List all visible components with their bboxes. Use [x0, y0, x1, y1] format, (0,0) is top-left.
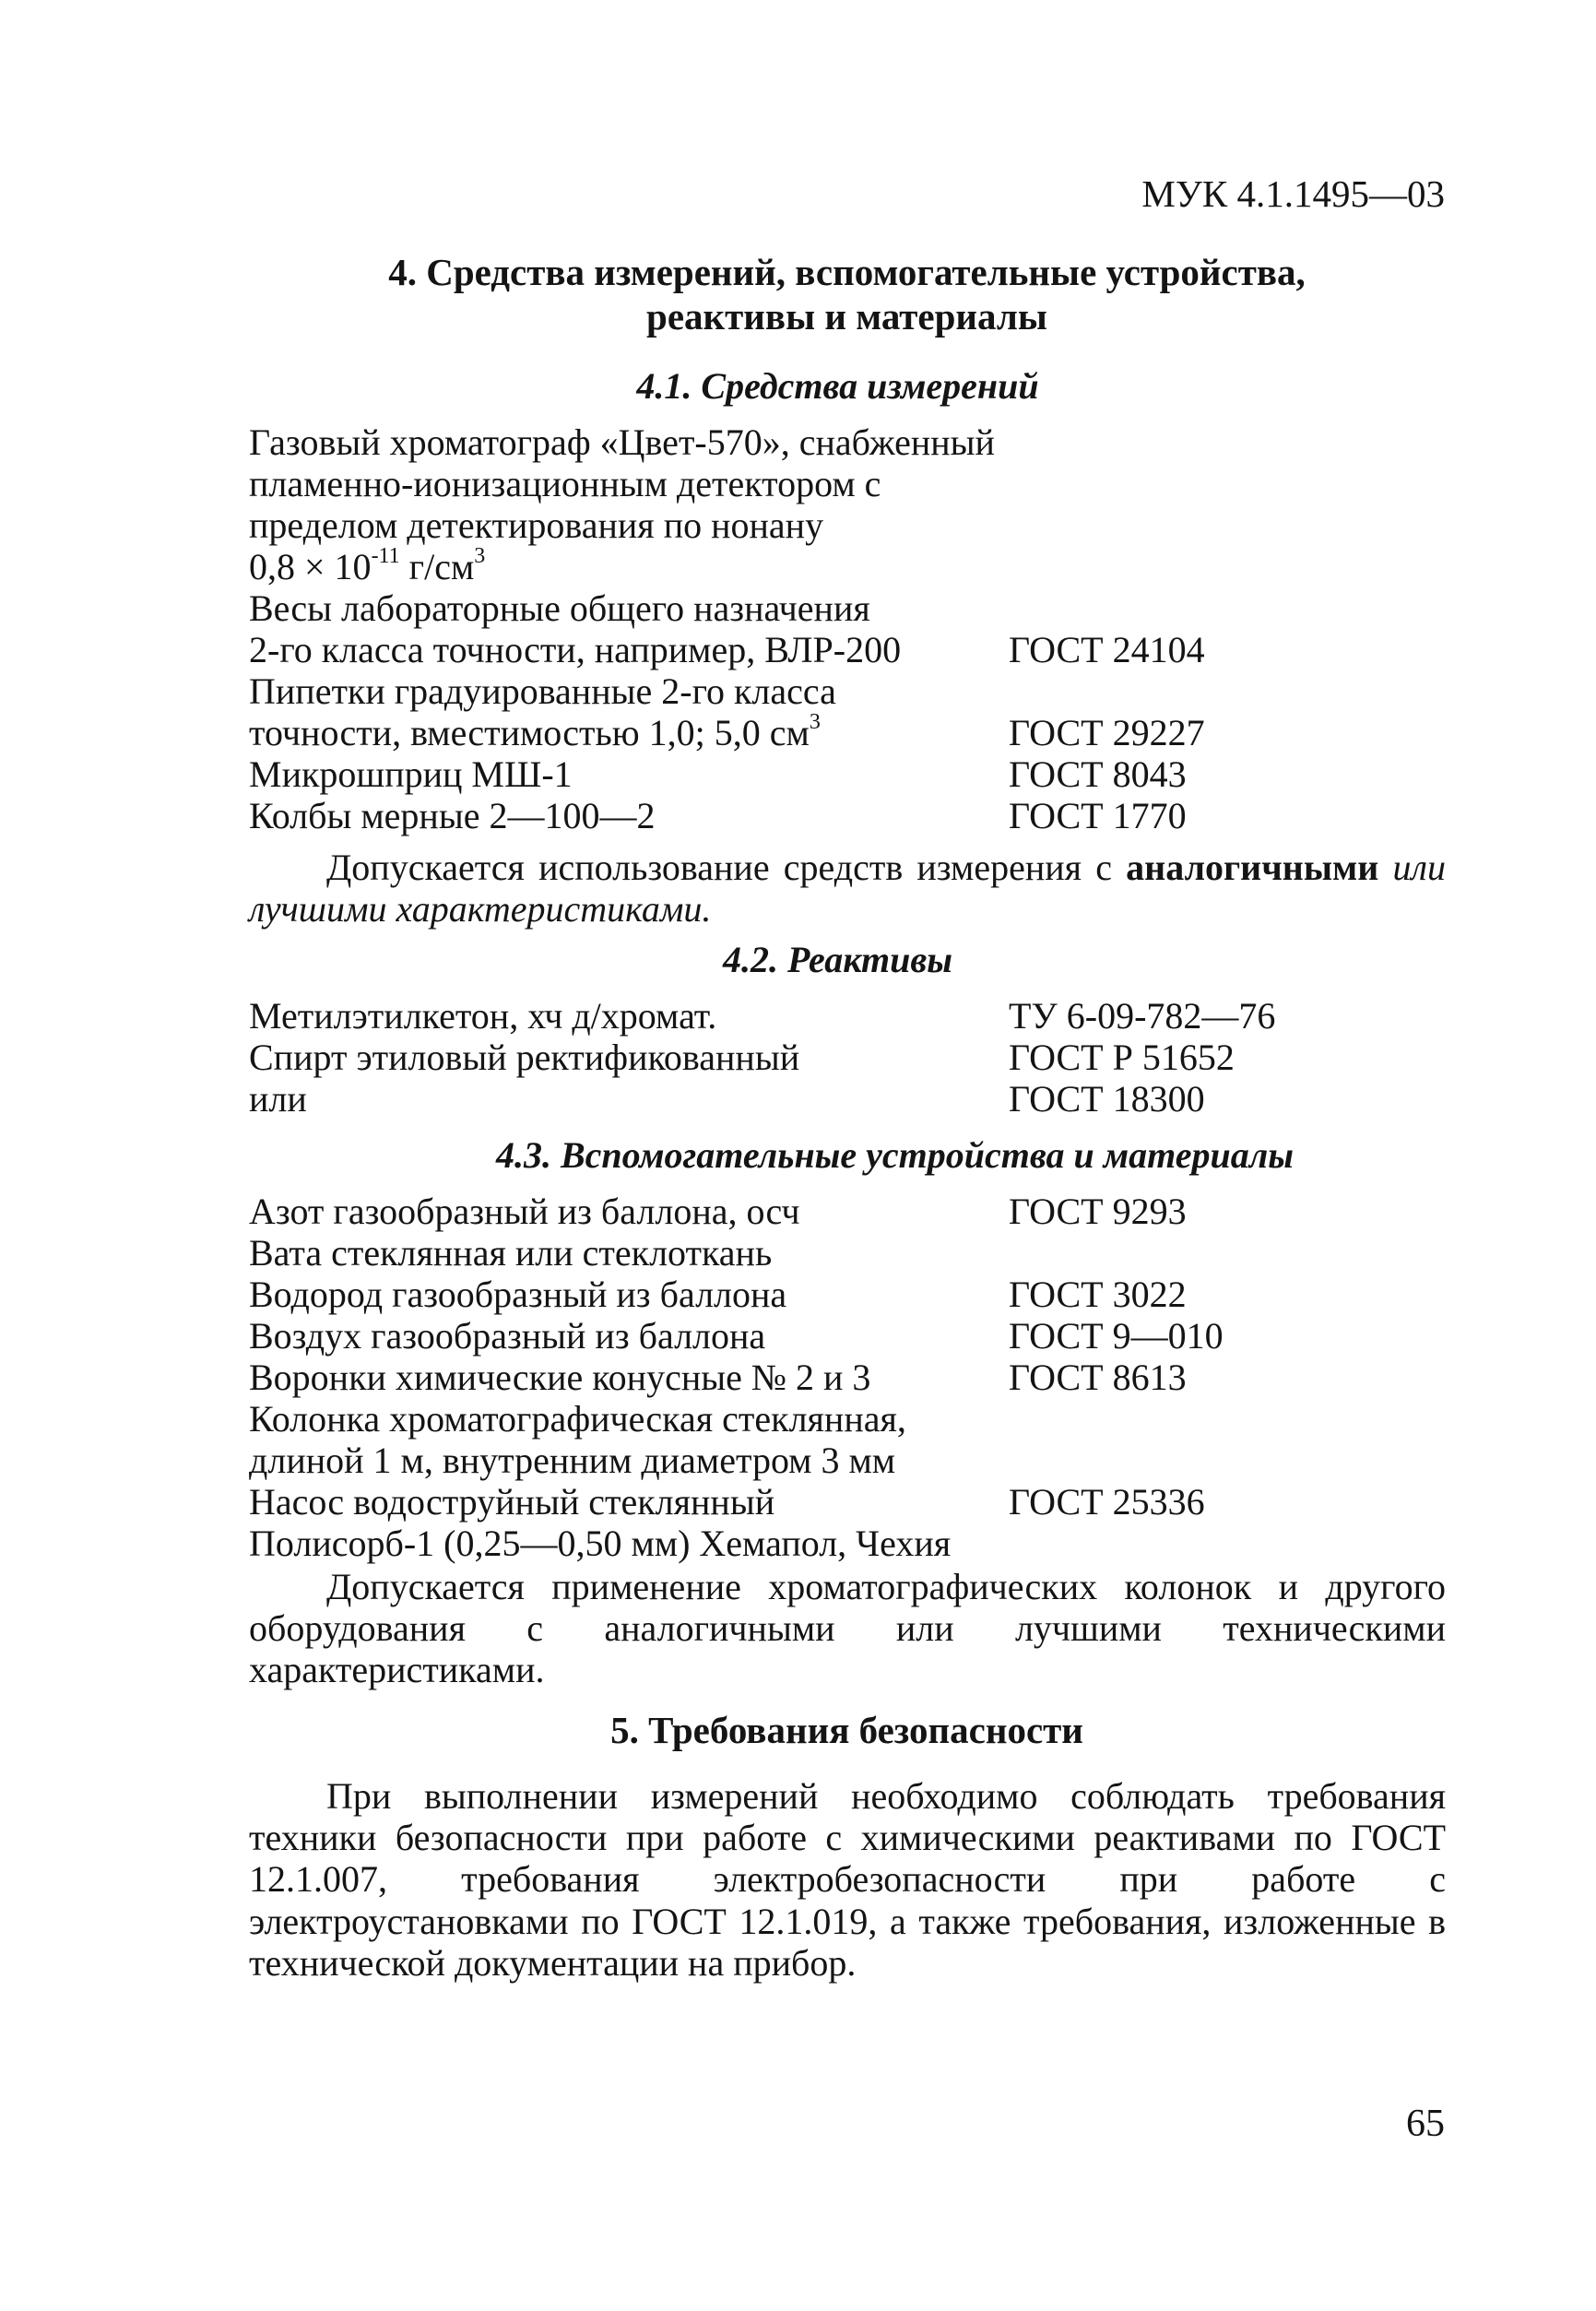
- list-item: пламенно-ионизационным детектором с: [249, 463, 881, 504]
- section-4-title-line-1: 4. Средства измерений, вспомогательные устройства,: [388, 251, 1306, 293]
- list-item: Колбы мерные 2—100—2 ГОСТ 1770: [249, 795, 1187, 836]
- list-item: Пипетки градуированные 2-го класса: [249, 670, 836, 712]
- section-4-title: [249, 251, 1445, 339]
- detection-limit-row: $0,8 \times 10^{-11}$ $г/см^3$: [249, 544, 486, 587]
- auxiliary-materials-list: [249, 1191, 1448, 1565]
- list-item: Спирт этиловый ректификованный ГОСТ Р 51652: [249, 1037, 1235, 1078]
- standard-ref: ГОСТ Р 51652: [1009, 1037, 1235, 1078]
- list-item: Метилэтилкетон, хч д/хромат. ТУ 6-09-782—76: [249, 995, 1276, 1037]
- subsection-4-1-title: 4.1. Средства измерений: [636, 365, 1039, 407]
- list-item: Насос водоструйный стеклянный ГОСТ 25336: [249, 1481, 1205, 1523]
- list-item: Колонка хроматографическая стеклянная,: [249, 1398, 906, 1440]
- subsection-4-3-title: 4.3. Вспомогательные устройства и материалы: [495, 1134, 1295, 1176]
- list-item: Водород газообразный из баллона ГОСТ 3022: [249, 1274, 1187, 1315]
- standard-ref: ГОСТ 8043: [1009, 753, 1187, 795]
- instruments-note: Допускается использование средств измерения с аналогичными или лучшими характеристиками.: [249, 847, 1446, 930]
- safety-requirements-text: При выполнении измерений необходимо соблюдать требования техники безопасности при работе с химическими реактивами по ГОСТ 12.1.007, требования электробезопасности при работе с электроустановками по ГОСТ 12.1.019, а также требования, изложенные в технической документации на прибор.: [249, 1775, 1446, 1984]
- document-code: МУК 4.1.1495—03: [1141, 172, 1445, 215]
- standard-ref: ГОСТ 18300: [1009, 1078, 1205, 1120]
- list-item: пределом детектирования по нонану: [249, 504, 824, 546]
- section-4-title-line-2: реактивы и материалы: [646, 294, 1047, 338]
- reagents-list: [249, 996, 1448, 1120]
- standard-ref: ГОСТ 25336: [1009, 1481, 1205, 1523]
- standard-ref: ГОСТ 29227: [1009, 712, 1205, 753]
- standard-ref: ГОСТ 24104: [1009, 629, 1205, 670]
- section-5-title: 5. Требования безопасности: [610, 1709, 1083, 1751]
- standard-ref: ГОСТ 8613: [1009, 1357, 1187, 1398]
- standard-ref: ТУ 6-09-782—76: [1009, 995, 1276, 1037]
- list-item: Газовый хроматограф «Цвет-570», снабженный: [249, 421, 995, 463]
- subsection-4-2-title: 4.2. Реактивы: [723, 939, 952, 980]
- list-item: 2-го класса точности, например, ВЛР-200 ГОСТ 24104: [249, 629, 1205, 670]
- measurement-instruments-list: [249, 422, 1448, 837]
- list-item: или ГОСТ 18300: [249, 1078, 1205, 1120]
- standard-ref: ГОСТ 9—010: [1009, 1315, 1224, 1357]
- list-item: Весы лабораторные общего назначения: [249, 587, 870, 629]
- list-item: Полисорб-1 (0,25—0,50 мм) Хемапол, Чехия: [249, 1523, 952, 1564]
- list-item: длиной 1 м, внутренним диаметром 3 мм: [249, 1440, 896, 1481]
- standard-ref: ГОСТ 1770: [1009, 795, 1187, 836]
- list-item: Вата стеклянная или стеклоткань: [249, 1232, 773, 1274]
- auxiliary-note: Допускается применение хроматографических колонок и другого оборудования с аналогичными или лучшими техническими характеристиками.: [249, 1566, 1446, 1691]
- list-item: Воронки химические конусные № 2 и 3 ГОСТ 8613: [249, 1357, 1187, 1398]
- page-number: 65: [1406, 2103, 1445, 2145]
- list-item: Микрошприц МШ-1 ГОСТ 8043: [249, 753, 1187, 795]
- list-item: Азот газообразный из баллона, осч ГОСТ 9293: [249, 1191, 1187, 1232]
- standard-ref: ГОСТ 9293: [1009, 1191, 1187, 1232]
- standard-ref: ГОСТ 3022: [1009, 1274, 1187, 1315]
- pipette-volume-row: точности, вместимостью 1,0; 5,0 $см^3$ ГОСТ 29227: [249, 710, 1205, 753]
- list-item: Воздух газообразный из баллона ГОСТ 9—010: [249, 1315, 1224, 1357]
